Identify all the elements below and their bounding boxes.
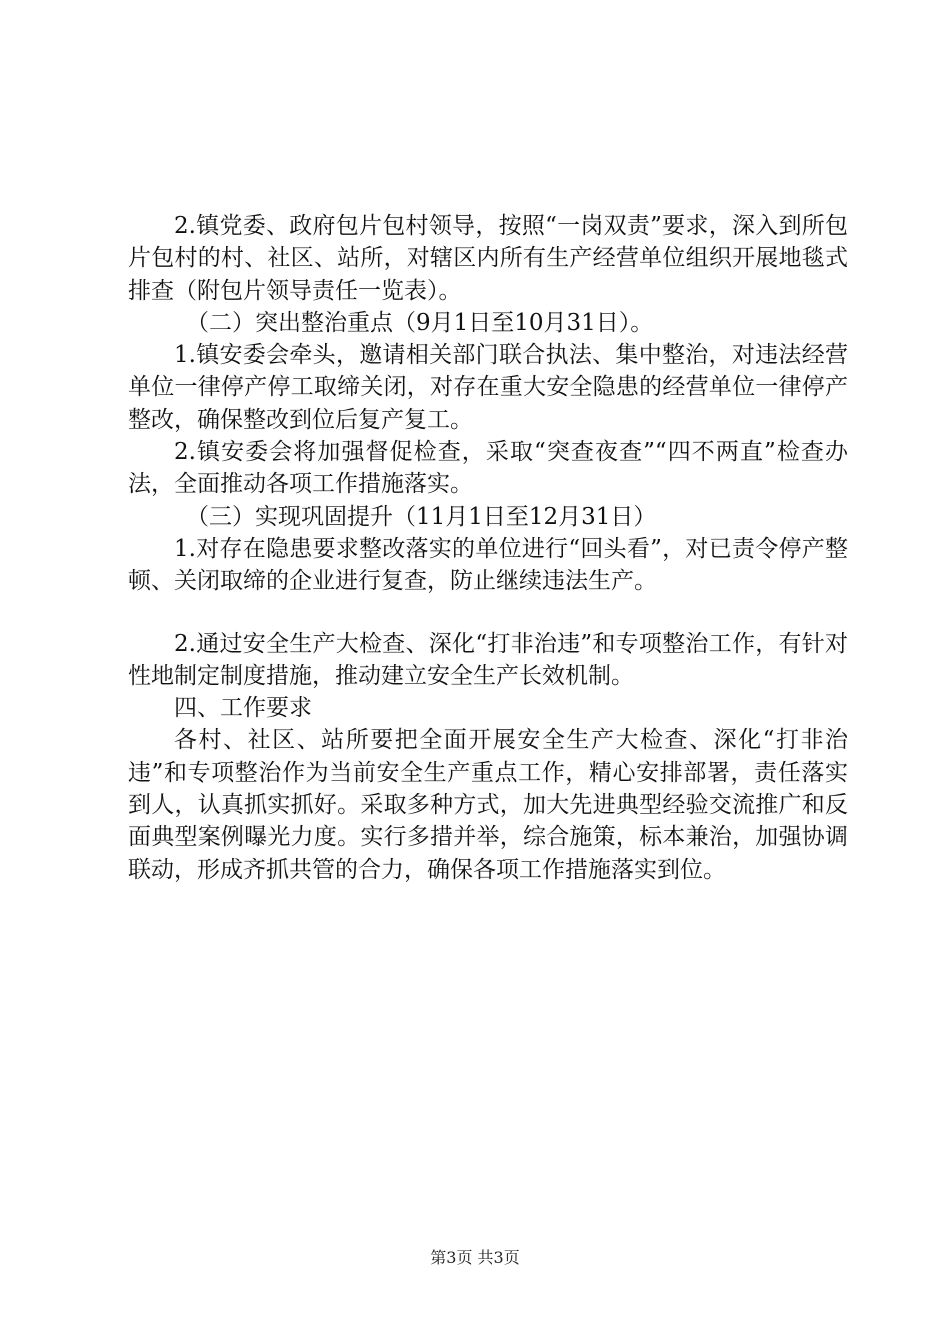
section-heading-rectification: （二）突出整治重点（9月1日至10月31日）。 — [186, 309, 654, 336]
paragraph-joint-enforcement: 1.镇安委会牵头，邀请相关部门联合执法、集中整治，对违法经营单位一律停产停工取缔关闭，对存在重大安全隐患的经营单位一律停产整改，确保整改到位后复产复工。 — [128, 342, 848, 433]
paragraph-review: 1.对存在隐患要求整改落实的单位进行“回头看”，对已责令停产整顿、关闭取缔的企业进行复查，防止继续违法生产。 — [128, 535, 848, 595]
paragraph-supervision: 2.镇安委会将加强督促检查，采取“突查夜查”“四不两直”检查办法，全面推动各项工作措施落实。 — [128, 439, 848, 498]
paragraph-work-requirements: 各村、社区、站所要把全面开展安全生产大检查、深化“打非治违”和专项整治作为当前安全生产重点工作，精心安排部署，责任落实到人，认真抓实抓好。采取多种方式，加大先进典型经验交流推广和反面典型案例曝光力度。实行多措并举，综合施策，标本兼治，加强协调联动，形成齐抓共管的合力，确保各项工作措施落实到位。 — [128, 727, 848, 883]
section-heading-requirements: 四、工作要求 — [174, 695, 312, 722]
section-heading-consolidation: （三）实现巩固提升（11月1日至12月31日） — [186, 503, 657, 530]
paragraph-long-term-mechanism: 2.通过安全生产大检查、深化“打非治违”和专项整治工作，有针对性地制定制度措施，推动建立安全生产长效机制。 — [128, 630, 848, 689]
page-footer: 第3页 共3页 — [430, 1248, 520, 1267]
paragraph-leader-inspection: 2.镇党委、政府包片包村领导，按照“一岗双责”要求，深入到所包片包村的村、社区、站所，对辖区内所有生产经营单位组织开展地毯式排查（附包片领导责任一览表）。 — [128, 213, 848, 304]
document-body — [128, 210, 848, 886]
